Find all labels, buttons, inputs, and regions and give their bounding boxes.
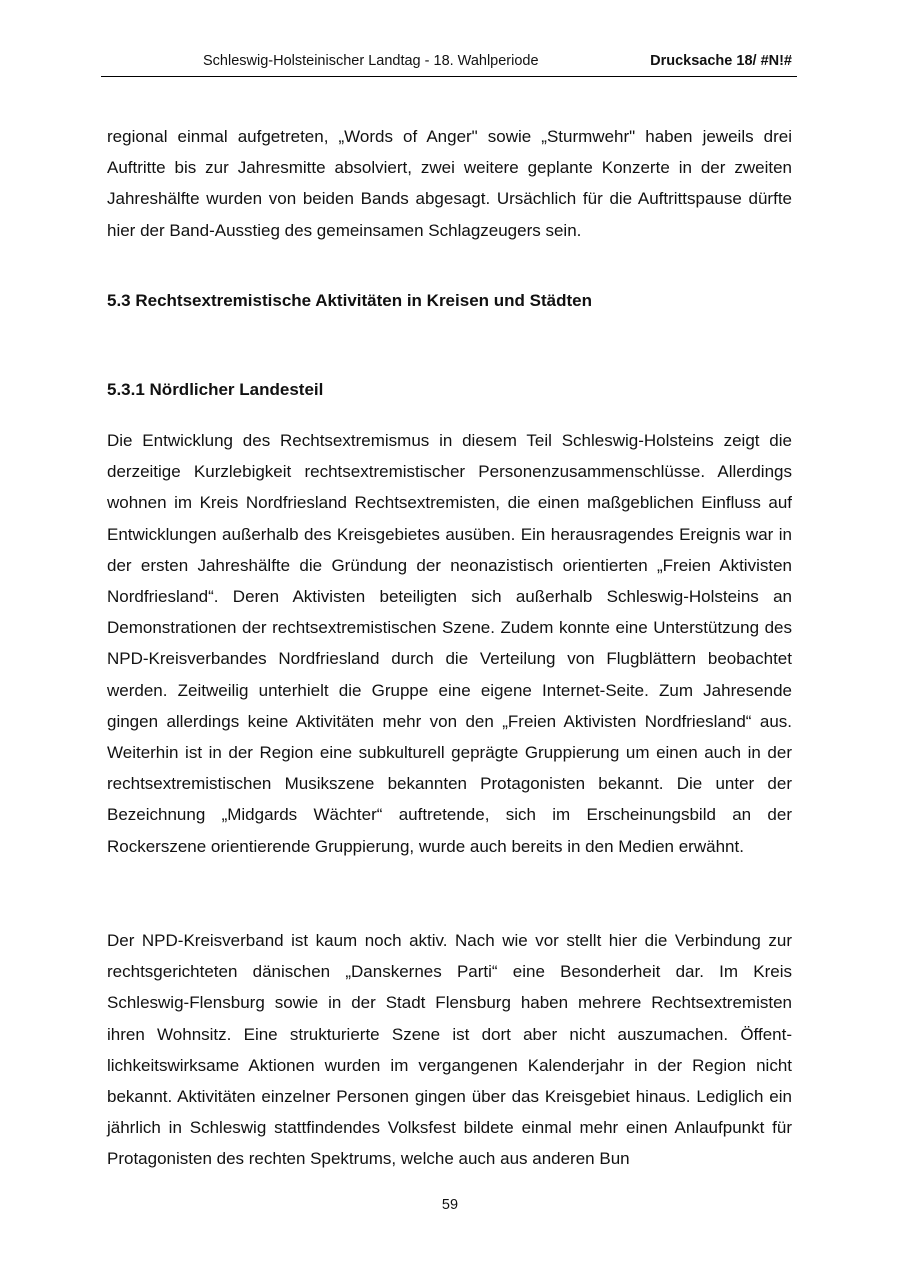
page-number: 59 [441, 1197, 459, 1213]
section-heading: 5.3 Rechtsextremistische Aktivitäten in Kreisen und Städten [107, 291, 592, 310]
paragraph-npd: Der NPD-Kreisverband ist kaum noch aktiv. Nach wie vor stellt hier die Verbindung zur rechtsgerichteten dänischen „Danskernes Parti“ eine Besonderheit dar. Im Kreis Schleswig-Flensburg sowie in der Stadt Flensburg haben mehrere Rechtsextremisten ihren Wohnsitz. Eine strukturierte Szene ist dort aber nicht auszumachen. Öffentlichkeitswirksame Aktionen wurden im vergangenen Kalenderjahr in der Region nicht bekannt. Aktivitäten einzelner Personen gingen über das Kreisgebiet hinaus. Lediglich ein jährlich in Schleswig stattfindendes Volksfest bildete einmal mehr einen Anlaufpunkt für Protagonisten des rechten Spektrums, welche auch aus anderen Bun [107, 931, 792, 1169]
page-header [101, 52, 797, 77]
subsection-heading: 5.3.1 Nördlicher Landesteil [107, 380, 324, 399]
header-title: Schleswig-Holsteinischer Landtag - 18. Wahlperiode [203, 53, 539, 69]
paragraph-development: Die Entwicklung des Rechtsextremismus in diesem Teil Schleswig-Holsteins zeigt die derzeitige Kurzlebigkeit rechtsextremistischer Personenzusammenschlüsse. Allerdings wohnen im Kreis Nordfriesland Rechtsextremisten, die einen maßgeblichen Einfluss auf Entwicklungen außerhalb des Kreisgebietes ausüben. Ein herausragendes Ereignis war in der ersten Jahreshälfte die Gründung der neonazistisch orientierten „Freien Aktivisten Nordfriesland“. Deren Aktivisten beteiligten sich außerhalb Schleswig-Holsteins an Demonstrationen der rechtsextremistischen Szene. Zudem konnte eine Unterstützung des NPD-Kreisverbandes Nordfriesland durch die Verteilung von Flugblättern beobachtet werden. Zeitweilig unterhielt die Gruppe eine eigene Internet-Seite. Zum Jahresende gingen allerdings keine Aktivitäten mehr von den „Freien Aktivisten Nordfriesland“ aus. Weiterhin ist in der Region eine subkulturell geprägte Gruppierung um einen auch in der rechtsextremistischen Musikszene bekannten Protagonisten bekannt. Die unter der Bezeichnung „Midgards Wächter“ auftretende, sich im Erscheinungsbild an der Rockerszene orientierende Gruppierung, wurde auch bereits in den Medien erwähnt. [107, 431, 792, 856]
document-number: Drucksache 18/ #N!# [650, 53, 792, 69]
paragraph-intro: regional einmal aufgetreten, „Words of Anger" sowie „Sturmwehr" haben jeweils drei Auftritte bis zur Jahresmitte absolviert, zwei weitere geplante Konzerte in der zweiten Jahreshälfte wurden von beiden Bands abgesagt. Ursächlich für die Auftrittspause dürfte hier der Band-Ausstieg des gemeinsamen Schlagzeugers sein. [107, 127, 792, 240]
